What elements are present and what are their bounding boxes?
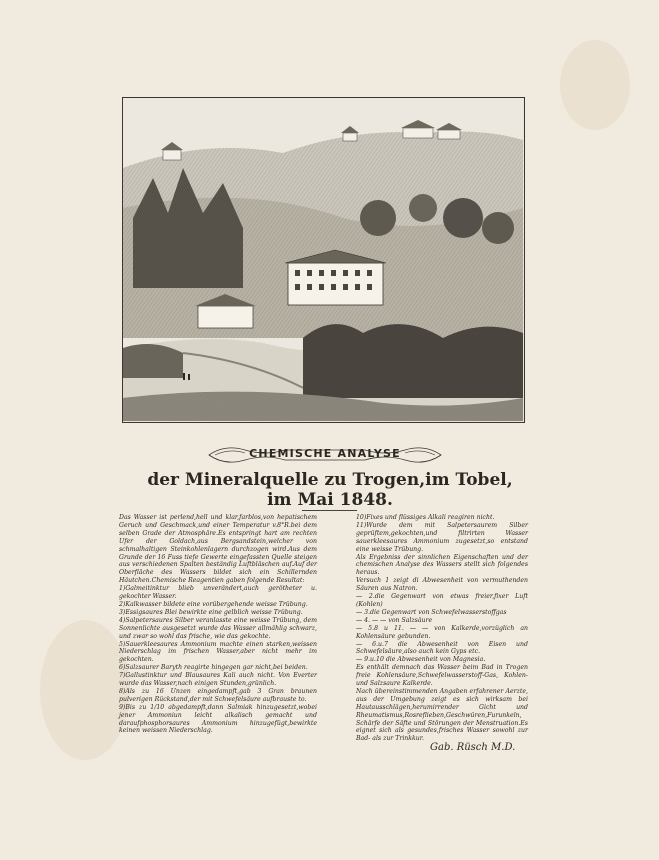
paragraph: 8)Als zu 16 Unzen eingedampft,gab 3 Gran braunen pulverigen Rückstand,der mit Schwefelsäure aufbrauste to. (119, 687, 317, 703)
paper-stain (560, 40, 630, 130)
document-subtitle: der Mineralquelle zu Trogen,im Tobel, (147, 470, 513, 490)
paragraph: Das Wasser ist perlend,hell und klar,farblos,von hepatischem Geruch und Geschmack,und einer Temperatur v.8°R.bei dem selben Grade der Atmosphäre.Es entspringt hart am rechten Ufer der Goldach,aus Bergsandstein,welcher von schmalhaltigen Steinkohlenlagern durchzogen wird.Aus dem Grunde der 16 Fuss tiefe Gewerte eingefassten Quelle steigen aus verschiedenen Spalten beständig Luftbläschen auf.Auf der Oberfläche des Wassers bildet sich ein Schillernden Häutchen.Chemische Reagentien gaben folgende Resultat: (119, 514, 317, 585)
paragraph: — 9.u.10 die Abwesenheit von Magnesia. (356, 656, 486, 664)
landscape-engraving (122, 97, 525, 423)
paragraph: Nach übereinstimmenden Angaben erfahrener Aerzte, aus der Umgebung zeigt es sich wirksam bei Hautausschlägen,herumirrender Gicht und Rheumatismus,Rosreflieben,Geschwüren,Furunkeln, Schärfe der Säfte und Störungen der Menstruation.Es eignet sich als gesundes,frisches Wasser sowohl zur Bad- als zur Trinkkur. (356, 687, 528, 743)
paragraph: 3)Essigsaures Blei bewirkte eine gelblich weisse Trübung. (119, 608, 303, 616)
paragraph: 6)Salzsaurer Baryth reagirte hingegen gar nicht,bei beiden. (119, 664, 308, 672)
paragraph: Es enthält demnach das Wasser beim Bad in Trogen freie Kohlensäure,Schwefelwasserstoff-Gas, Kohlen- und Salzsaure Kalkerde. (356, 664, 528, 688)
title-banner (205, 442, 445, 468)
paragraph: 1)Galmeitinktur blieb unverändert,auch gerötheter u. gekochter Wasser. (119, 585, 317, 601)
paragraph: 9)Bis zu 1/10 abgedampft,dann Salmiak hinzugesetzt,wobei jener Ammoniun leicht alkalisch gemacht und daraufphosphorsaures Ammonium hinzugefügt,bewirkte keinen weissen Niederschlag. (119, 703, 317, 735)
analysis-text-left (119, 514, 317, 735)
paragraph: — 3.die Gegenwart von Schwefelwasserstoffgas (356, 608, 507, 616)
paragraph: 7)Gallustinktur und Blausaures Kali auch nicht. Von Everter wurde das Wasser,nach einigen Stunden,grünlich. (119, 672, 317, 688)
paper-stain (40, 620, 130, 760)
paragraph: — 2.die Gegenwart von etwas freier,fixer Luft (Kohlen) (356, 593, 528, 608)
paragraph: Versuch 1 zeigt di Abwesenheit von vermuthenden Säuren aus Natron. (356, 577, 528, 593)
heading-divider (302, 510, 357, 511)
paragraph: 4)Salpetersaures Silber veranlasste eine weisse Trübung, dem Sonnenlichte ausgesetzt wurde das Wasser allmählig schwarz, und zwar so wohl das frische, wie das gekochte. (119, 616, 317, 640)
paragraph: 10)Fixes und flüssiges Alkali reagiren nicht. (356, 514, 495, 521)
paragraph: — 5.8 u 11. — — von Kalkerde,vorzüglich an Kohlensäure gebunden. (356, 624, 528, 640)
document-heading: CHEMISCHE ANALYSE (249, 447, 401, 460)
analysis-text-right (356, 514, 528, 743)
paragraph: 5)Sauerkleesaures Ammonium machte einen starken,weissen Niederschlag im frischen Wasser,aber nicht mehr im gekochten. (119, 640, 317, 664)
document-date: im Mai 1848. (267, 490, 393, 510)
author-signature: Gab. Rüsch M.D. (430, 742, 516, 753)
paragraph: — 4. — — von Salzsäure (356, 616, 433, 624)
paragraph: Als Ergebniss der sinnlichen Eigenschaften und der chemischen Analyse des Wassers stellt sich folgendes heraus. (356, 553, 528, 577)
paragraph: 11)Wurde dem mit Salpetersaurem Silber geprüftem,gekochten,und filtrirten Wasser sauerkleesaures Ammonium zugesetzt,so entstand eine weisse Trübung. (356, 521, 528, 553)
landscape-drawing (123, 98, 523, 421)
paragraph: 2)Kalkwasser bildete eine vorübergehende weisse Trübung. (119, 600, 308, 608)
paragraph: — 6.u.7 die Abwesenheit von Eisen und Schwefelsäure,also auch kein Gyps etc. (356, 640, 528, 656)
